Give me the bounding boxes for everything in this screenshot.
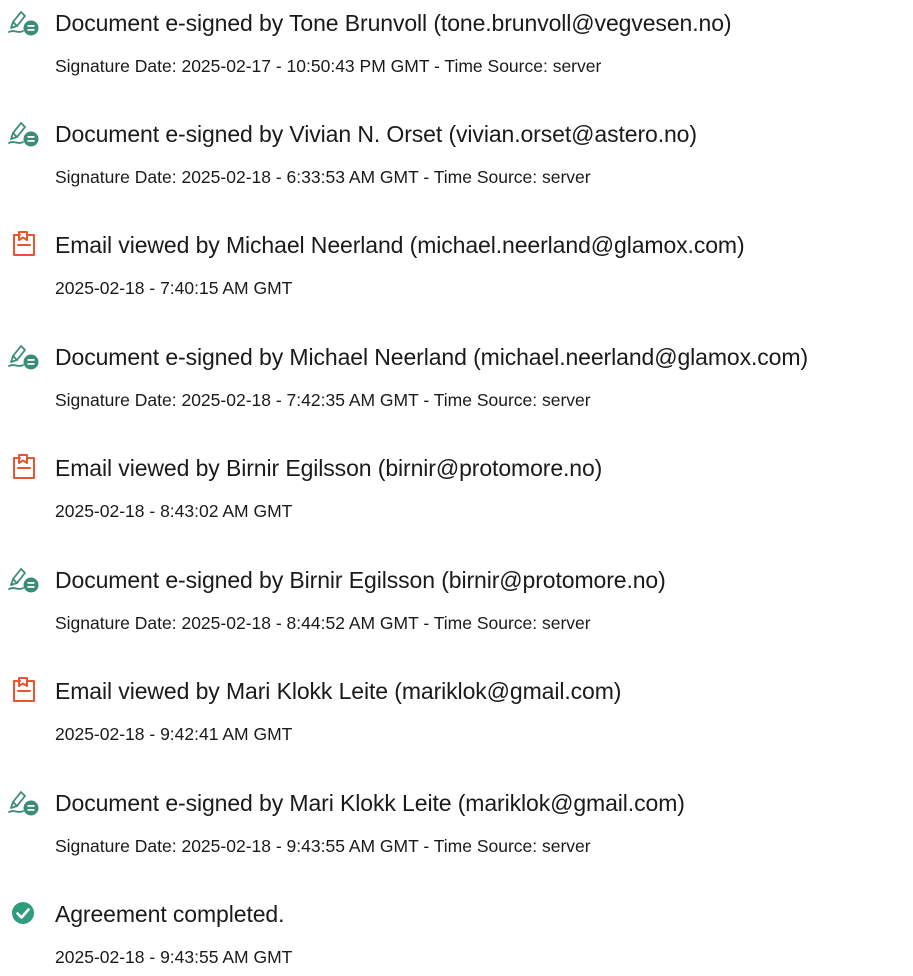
event-timestamp: 2025-02-18 - 9:43:55 AM GMT [55, 947, 293, 967]
event-timestamp: Signature Date: 2025-02-18 - 9:43:55 AM GMT - Time Source: server [55, 836, 591, 856]
audit-event [0, 339, 913, 419]
event-title: Document e-signed by Vivian N. Orset (vivian.orset@astero.no) [55, 121, 697, 147]
email-viewed-icon [6, 452, 42, 482]
event-title: Email viewed by Michael Neerland (michael.neerland@glamox.com) [55, 232, 745, 258]
e-sign-icon [6, 564, 42, 594]
email-viewed-icon [6, 229, 42, 259]
event-title: Document e-signed by Tone Brunvoll (tone.brunvoll@vegvesen.no) [55, 10, 732, 36]
event-timestamp: Signature Date: 2025-02-18 - 8:44:52 AM GMT - Time Source: server [55, 613, 591, 633]
audit-event [0, 116, 913, 196]
email-viewed-icon [6, 675, 42, 705]
event-timestamp: Signature Date: 2025-02-18 - 7:42:35 AM GMT - Time Source: server [55, 390, 591, 410]
audit-event [0, 450, 913, 530]
event-timestamp: Signature Date: 2025-02-18 - 6:33:53 AM GMT - Time Source: server [55, 167, 591, 187]
audit-event [0, 785, 913, 865]
event-title: Email viewed by Birnir Egilsson (birnir@protomore.no) [55, 455, 603, 481]
event-title: Agreement completed. [55, 901, 285, 927]
event-timestamp: 2025-02-18 - 9:42:41 AM GMT [55, 724, 293, 744]
audit-event [0, 673, 913, 753]
event-title: Email viewed by Mari Klokk Leite (mariklok@gmail.com) [55, 678, 622, 704]
event-title: Document e-signed by Michael Neerland (michael.neerland@glamox.com) [55, 344, 808, 370]
e-sign-icon [6, 341, 42, 371]
agreement-completed-icon [6, 898, 42, 928]
e-sign-icon [6, 118, 42, 148]
audit-event [0, 227, 913, 307]
e-sign-icon [6, 787, 42, 817]
audit-event [0, 896, 913, 976]
event-title: Document e-signed by Birnir Egilsson (birnir@protomore.no) [55, 567, 666, 593]
e-sign-icon [6, 7, 42, 37]
event-timestamp: Signature Date: 2025-02-17 - 10:50:43 PM GMT - Time Source: server [55, 56, 602, 76]
audit-event [0, 562, 913, 642]
event-timestamp: 2025-02-18 - 8:43:02 AM GMT [55, 501, 293, 521]
event-title: Document e-signed by Mari Klokk Leite (mariklok@gmail.com) [55, 790, 685, 816]
event-timestamp: 2025-02-18 - 7:40:15 AM GMT [55, 278, 293, 298]
audit-event [0, 5, 913, 85]
